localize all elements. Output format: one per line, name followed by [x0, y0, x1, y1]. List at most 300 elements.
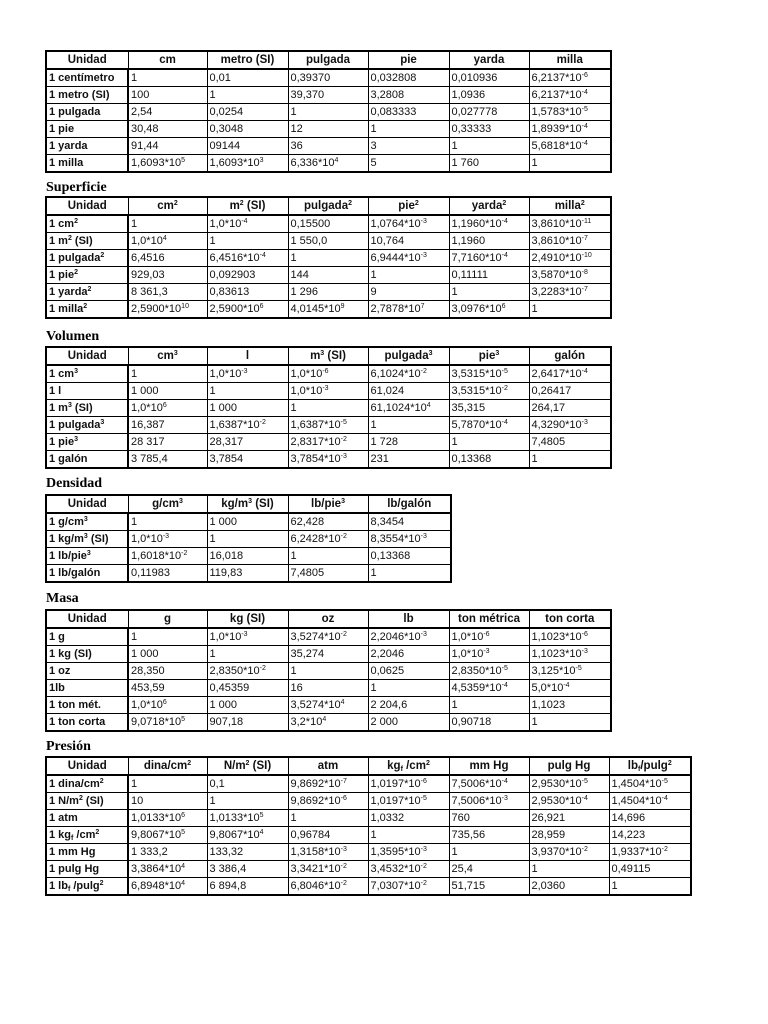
table-cell: 1 550,0 [288, 233, 368, 250]
row-header: 1 pulg Hg [46, 861, 128, 878]
column-header-galon: galón [529, 347, 611, 365]
column-header-lb-pie3: lb/pie$^3$ [288, 495, 368, 513]
column-header-kgf-cm2: $kg_f$ $/cm^2$ [368, 757, 449, 775]
table-cell: 1 000 [207, 400, 288, 417]
row-header: 1 $lb_f$ /pulg$^2$ [46, 878, 128, 896]
column-header-oz: oz [288, 610, 368, 628]
section-title-densidad: Densidad [46, 476, 103, 491]
row-header: 1 $m^2$ (SI) [46, 233, 128, 250]
row-header: 1 ton mét. [46, 697, 128, 714]
table-cell: $2,4910*10^{-10}$ [529, 250, 611, 267]
table-cell: 0,33333 [449, 121, 529, 138]
table-cell: 1 [529, 451, 611, 469]
table-cell: $1,3158*10^{-3}$ [288, 844, 368, 861]
column-header-g-cm3: $g/cm^3$ [128, 495, 207, 513]
table-row [46, 810, 691, 827]
row-header: 1 centímetro [46, 69, 128, 87]
table-cell: $1,0*10^6$ [128, 697, 207, 714]
table-cell: $7,0307*10^{-2}$ [368, 878, 449, 896]
table-cell: 0,01 [207, 69, 288, 87]
table-cell: $3,2*10^4$ [288, 714, 368, 732]
table-cell: $3,8610*10^{-7}$ [529, 233, 611, 250]
mass-conversion-table [45, 609, 612, 732]
table-cell: 1 [288, 548, 368, 565]
table-cell: 0,39370 [288, 69, 368, 87]
table-cell: $6,8046*10^{-2}$ [288, 878, 368, 896]
table-cell: $6,4516*10^{-4}$ [207, 250, 288, 267]
table-cell: 1 000 [207, 513, 288, 531]
table-cell: $1,6387*10^{-5}$ [288, 417, 368, 434]
row-header: 1 pulgada [46, 104, 128, 121]
table-cell: $1,1023*10^{-6}$ [529, 628, 611, 646]
table-cell: $3,2283*10^{-7}$ [529, 284, 611, 301]
table-cell: $1,0133*10^6$ [128, 810, 207, 827]
table-cell: $3,3864*10^4$ [128, 861, 207, 878]
table-cell: $6,1024*10^{-2}$ [368, 365, 449, 383]
table-cell: $3,7854*10^{-3}$ [288, 451, 368, 469]
row-header: 1 lb/galón [46, 565, 128, 583]
table-row [46, 646, 611, 663]
table-cell: 1 [449, 844, 529, 861]
column-header-kg-si: kg (SI) [207, 610, 288, 628]
column-header-unidad: Unidad [46, 610, 128, 628]
table-cell: $3,125*10^{-5}$ [529, 663, 611, 680]
table-cell: $1,0*10^{-4}$ [207, 215, 288, 233]
header-row [46, 610, 611, 628]
table-cell: 1 [449, 434, 529, 451]
table-cell: $1,0*10^{-6}$ [288, 365, 368, 383]
table-cell: $3,5870*10^{-8}$ [529, 267, 611, 284]
table-cell: 0,96784 [288, 827, 368, 844]
table-cell: 100 [128, 87, 207, 104]
table-cell: 1 [368, 827, 449, 844]
table-cell: $9,8067*10^5$ [128, 827, 207, 844]
table-cell: 3 [368, 138, 449, 155]
table-cell: $1,0*10^{-3}$ [207, 628, 288, 646]
table-row [46, 87, 611, 104]
table-row [46, 400, 611, 417]
column-header-g: g [128, 610, 207, 628]
column-header-pie: pie [368, 51, 449, 69]
row-header: 1 pulgada$^3$ [46, 417, 128, 434]
table-cell: $2,2046*10^{-3}$ [368, 628, 449, 646]
table-cell: $1,0*10^{-6}$ [449, 628, 529, 646]
table-cell: 1 [288, 400, 368, 417]
column-header-pulgada2: pulgada$^2$ [288, 197, 368, 215]
table-cell: $1,6093*10^5$ [128, 155, 207, 173]
table-cell: 8 361,3 [128, 284, 207, 301]
table-cell: 1 [207, 233, 288, 250]
column-header-pulg-hg: pulg Hg [529, 757, 609, 775]
header-row [46, 757, 691, 775]
row-header: 1 $g/cm^3$ [46, 513, 128, 531]
table-cell: $1,0197*10^{-5}$ [368, 793, 449, 810]
table-cell: 1 [128, 69, 207, 87]
table-cell: 119,83 [207, 565, 288, 583]
column-header-lb: lb [368, 610, 449, 628]
table-row [46, 155, 611, 173]
table-cell: 0,1 [207, 775, 288, 793]
table-cell: $2,9530*10^{-5}$ [529, 775, 609, 793]
row-header: 1 yarda$^2$ [46, 284, 128, 301]
row-header: 1 l [46, 383, 128, 400]
table-cell: 1 [207, 793, 288, 810]
column-header-atm: atm [288, 757, 368, 775]
table-cell: 264,17 [529, 400, 611, 417]
table-cell: 133,32 [207, 844, 288, 861]
column-header-cm: cm [128, 51, 207, 69]
table-row [46, 548, 451, 565]
table-cell: 0,45359 [207, 680, 288, 697]
table-cell: $3,0976*10^6$ [449, 301, 529, 319]
table-cell: 7,4805 [529, 434, 611, 451]
table-cell: 907,18 [207, 714, 288, 732]
table-cell: 1 000 [128, 646, 207, 663]
table-cell: 6 894,8 [207, 878, 288, 896]
table-row [46, 513, 451, 531]
table-cell: $6,2428*10^{-2}$ [288, 531, 368, 548]
table-cell: 1 [288, 104, 368, 121]
column-header-lb-galon: lb/galón [368, 495, 451, 513]
table-cell: 0,092903 [207, 267, 288, 284]
row-header: 1 pie$^3$ [46, 434, 128, 451]
table-cell: 929,03 [128, 267, 207, 284]
column-header-dina-cm2: dina/$cm^2$ [128, 757, 207, 775]
table-cell: 1 760 [449, 155, 529, 173]
table-cell: $3,5274*10^{-2}$ [288, 628, 368, 646]
column-header-lbf-pulg2: $lb_f/pulg^2$ [609, 757, 691, 775]
table-cell: $9,8692*10^{-7}$ [288, 775, 368, 793]
table-cell: $1,0*10^{-3}$ [207, 365, 288, 383]
table-cell: 28 317 [128, 434, 207, 451]
table-cell: 3,2808 [368, 87, 449, 104]
table-cell: 1 [368, 680, 449, 697]
row-header: 1 milla [46, 155, 128, 173]
pressure-conversion-table [45, 756, 692, 896]
table-cell: 51,715 [449, 878, 529, 896]
column-header-pie3: pie$^3$ [449, 347, 529, 365]
table-cell: $4,3290*10^{-3}$ [529, 417, 611, 434]
table-cell: 1 [128, 365, 207, 383]
table-cell: 10,764 [368, 233, 449, 250]
volume-conversion-table [45, 346, 612, 469]
table-cell: 0,49115 [609, 861, 691, 878]
table-cell: 1 [207, 87, 288, 104]
table-cell: $2,5900*10^6$ [207, 301, 288, 319]
table-row [46, 284, 611, 301]
column-header-pie2: pie$^2$ [368, 197, 449, 215]
table-cell: $2,7878*10^7$ [368, 301, 449, 319]
row-header: 1 atm [46, 810, 128, 827]
table-cell: $1,4504*10^{-4}$ [609, 793, 691, 810]
table-cell: 3 386,4 [207, 861, 288, 878]
table-cell: 1 [529, 861, 609, 878]
table-cell: $6,9444*10^{-3}$ [368, 250, 449, 267]
table-cell: $2,5900*10^{10}$ [128, 301, 207, 319]
table-cell: 5 [368, 155, 449, 173]
row-header: 1 $kg/m^3$ (SI) [46, 531, 128, 548]
table-cell: 735,56 [449, 827, 529, 844]
table-cell: 14,696 [609, 810, 691, 827]
table-cell: 16 [288, 680, 368, 697]
table-cell: 1,1023 [529, 697, 611, 714]
column-header-yarda2: yarda$^2$ [449, 197, 529, 215]
table-cell: 28,350 [128, 663, 207, 680]
row-header: 1 milla$^2$ [46, 301, 128, 319]
table-cell: 28,959 [529, 827, 609, 844]
table-cell: $2,8317*10^{-2}$ [288, 434, 368, 451]
table-cell: 1 [529, 714, 611, 732]
table-cell: $1,6093*10^3$ [207, 155, 288, 173]
table-row [46, 878, 691, 896]
table-cell: $5,0*10^{-4}$ [529, 680, 611, 697]
table-cell: 1,1960 [449, 233, 529, 250]
table-cell: 0,83613 [207, 284, 288, 301]
table-cell: 1 [128, 775, 207, 793]
table-cell: $1,0*10^6$ [128, 400, 207, 417]
table-cell: 2,0360 [529, 878, 609, 896]
table-cell: 1 [368, 417, 449, 434]
table-cell: $1,5783*10^{-5}$ [529, 104, 611, 121]
table-row [46, 301, 611, 319]
table-cell: $1,3595*10^{-3}$ [368, 844, 449, 861]
table-cell: 1 [207, 531, 288, 548]
table-row [46, 215, 611, 233]
row-header: 1 lb/pie$^3$ [46, 548, 128, 565]
table-cell: 0,0625 [368, 663, 449, 680]
column-header-pulgada3: pulgada$^3$ [368, 347, 449, 365]
row-header: 1 yarda [46, 138, 128, 155]
table-cell: 1 [368, 267, 449, 284]
table-cell: 1 [449, 284, 529, 301]
table-cell: 61,024 [368, 383, 449, 400]
row-header: 1 $cm^3$ [46, 365, 128, 383]
row-header: 1lb [46, 680, 128, 697]
row-header: 1 $kg_f$ $/cm^2$ [46, 827, 128, 844]
table-cell: 1 [128, 628, 207, 646]
table-cell: 2,2046 [368, 646, 449, 663]
table-cell: 2 204,6 [368, 697, 449, 714]
table-cell: $2,8350*10^{-5}$ [449, 663, 529, 680]
table-row [46, 138, 611, 155]
table-cell: 0,26417 [529, 383, 611, 400]
table-cell: $5,7870*10^{-4}$ [449, 417, 529, 434]
table-row [46, 267, 611, 284]
table-cell: 0,0254 [207, 104, 288, 121]
column-header-mm-hg: mm Hg [449, 757, 529, 775]
column-header-milla2: milla$^2$ [529, 197, 611, 215]
table-cell: 1,0936 [449, 87, 529, 104]
table-cell: 25,4 [449, 861, 529, 878]
table-row [46, 793, 691, 810]
column-header-milla: milla [529, 51, 611, 69]
table-cell: $7,5006*10^{-4}$ [449, 775, 529, 793]
row-header: 1 ton corta [46, 714, 128, 732]
table-cell: 1 [449, 697, 529, 714]
table-row [46, 531, 451, 548]
table-cell: 1 [128, 215, 207, 233]
table-cell: 1 [529, 301, 611, 319]
section-title-presion: Presión [46, 739, 91, 754]
table-cell: 0,13368 [449, 451, 529, 469]
table-cell: 26,921 [529, 810, 609, 827]
table-cell: 0,90718 [449, 714, 529, 732]
row-header: 1 $cm^2$ [46, 215, 128, 233]
table-cell: 6,4516 [128, 250, 207, 267]
table-cell: 760 [449, 810, 529, 827]
table-row [46, 451, 611, 469]
column-header-kg-m3-si: $kg/m^3$ (SI) [207, 495, 288, 513]
table-cell: 1 728 [368, 434, 449, 451]
table-row [46, 827, 691, 844]
table-row [46, 714, 611, 732]
table-cell: 12 [288, 121, 368, 138]
table-cell: $1,1960*10^{-4}$ [449, 215, 529, 233]
table-cell: $2,9530*10^{-4}$ [529, 793, 609, 810]
table-cell: 1 [529, 155, 611, 173]
table-cell: 35,274 [288, 646, 368, 663]
section-title-masa: Masa [46, 591, 79, 606]
header-row [46, 51, 611, 69]
table-cell: $1,0197*10^{-6}$ [368, 775, 449, 793]
section-title-superficie: Superficie [46, 180, 107, 195]
table-cell: $4,5359*10^{-4}$ [449, 680, 529, 697]
table-cell: 14,223 [609, 827, 691, 844]
table-cell: 1 333,2 [128, 844, 207, 861]
column-header-unidad: Unidad [46, 495, 128, 513]
table-row [46, 250, 611, 267]
row-header: 1 galón [46, 451, 128, 469]
table-cell: 0,032808 [368, 69, 449, 87]
table-cell: $9,0718*10^5$ [128, 714, 207, 732]
table-cell: 36 [288, 138, 368, 155]
table-cell: 62,428 [288, 513, 368, 531]
table-cell: 16,387 [128, 417, 207, 434]
row-header: 1 pie [46, 121, 128, 138]
table-cell: $9,8067*10^4$ [207, 827, 288, 844]
table-cell: 8,3454 [368, 513, 451, 531]
row-header: 1 metro (SI) [46, 87, 128, 104]
table-cell: 0,11983 [128, 565, 207, 583]
area-conversion-table [45, 196, 612, 319]
row-header: 1 pulgada$^2$ [46, 250, 128, 267]
table-cell: $1,0*10^{-3}$ [288, 383, 368, 400]
table-cell: 0,13368 [368, 548, 451, 565]
table-cell: 2,54 [128, 104, 207, 121]
table-cell: 0,010936 [449, 69, 529, 87]
table-cell: 0,3048 [207, 121, 288, 138]
table-cell: $1,0*10^{-3}$ [449, 646, 529, 663]
table-cell: 1 000 [128, 383, 207, 400]
table-cell: 0,15500 [288, 215, 368, 233]
table-cell: 144 [288, 267, 368, 284]
row-header: 1 oz [46, 663, 128, 680]
length-conversion-table [45, 50, 612, 173]
column-header-yarda: yarda [449, 51, 529, 69]
table-cell: 1 [288, 250, 368, 267]
table-cell: 1 [449, 138, 529, 155]
table-cell: $1,4504*10^{-5}$ [609, 775, 691, 793]
density-conversion-table [45, 494, 452, 583]
table-cell: $3,9370*10^{-2}$ [529, 844, 609, 861]
section-title-volumen: Volumen [46, 329, 100, 344]
table-cell: 9 [368, 284, 449, 301]
table-cell: $5,6818*10^{-4}$ [529, 138, 611, 155]
table-row [46, 697, 611, 714]
table-cell: 0,083333 [368, 104, 449, 121]
column-header-m2-si: $m^2$ (SI) [207, 197, 288, 215]
column-header-m3-si: $m^3$ (SI) [288, 347, 368, 365]
table-cell: $6,2137*10^{-4}$ [529, 87, 611, 104]
table-cell: 0,027778 [449, 104, 529, 121]
table-row [46, 69, 611, 87]
table-cell: $4,0145*10^9$ [288, 301, 368, 319]
row-header: 1 kg (SI) [46, 646, 128, 663]
table-cell: $1,0*10^{-3}$ [128, 531, 207, 548]
table-cell: $6,2137*10^{-6}$ [529, 69, 611, 87]
table-cell: $1,0133*10^5$ [207, 810, 288, 827]
table-cell: $1,9337*10^{-2}$ [609, 844, 691, 861]
column-header-unidad: Unidad [46, 197, 128, 215]
table-row [46, 844, 691, 861]
row-header: 1 $N/m^2$ (SI) [46, 793, 128, 810]
table-cell: $2,8350*10^{-2}$ [207, 663, 288, 680]
column-header-n-m2-si: $N/m^2$ (SI) [207, 757, 288, 775]
column-header-pulgada: pulgada [288, 51, 368, 69]
table-cell: 3 785,4 [128, 451, 207, 469]
table-cell: 1,0332 [368, 810, 449, 827]
table-row [46, 775, 691, 793]
row-header: 1 mm Hg [46, 844, 128, 861]
table-cell: $3,8610*10^{-11}$ [529, 215, 611, 233]
table-cell: 1 [609, 878, 691, 896]
table-cell: $3,3421*10^{-2}$ [288, 861, 368, 878]
table-cell: $1,6387*10^{-2}$ [207, 417, 288, 434]
table-row [46, 663, 611, 680]
table-cell: 91,44 [128, 138, 207, 155]
table-cell: $8,3554*10^{-3}$ [368, 531, 451, 548]
column-header-l: l [207, 347, 288, 365]
table-cell: 1 296 [288, 284, 368, 301]
table-cell: 35,315 [449, 400, 529, 417]
table-cell: $61,1024*10^4$ [368, 400, 449, 417]
table-cell: 1 [207, 646, 288, 663]
table-cell: $6,336*10^4$ [288, 155, 368, 173]
table-cell: $6,8948*10^4$ [128, 878, 207, 896]
table-row [46, 121, 611, 138]
table-cell: 7,4805 [288, 565, 368, 583]
row-header: 1 g [46, 628, 128, 646]
table-cell: $2,6417*10^{-4}$ [529, 365, 611, 383]
table-cell: 231 [368, 451, 449, 469]
table-cell: $1,6018*10^{-2}$ [128, 548, 207, 565]
table-cell: 0,11111 [449, 267, 529, 284]
table-row [46, 861, 691, 878]
column-header-unidad: Unidad [46, 757, 128, 775]
table-cell: 1 [207, 383, 288, 400]
table-cell: 1 [368, 121, 449, 138]
table-cell: 30,48 [128, 121, 207, 138]
column-header-cm2: $cm^2$ [128, 197, 207, 215]
table-cell: 3,7854 [207, 451, 288, 469]
table-row [46, 383, 611, 400]
table-cell: $9,8692*10^{-6}$ [288, 793, 368, 810]
table-cell: $3,4532*10^{-2}$ [368, 861, 449, 878]
table-cell: 39,370 [288, 87, 368, 104]
column-header-metro-si: metro (SI) [207, 51, 288, 69]
row-header: 1 dina/$cm^2$ [46, 775, 128, 793]
table-row [46, 104, 611, 121]
